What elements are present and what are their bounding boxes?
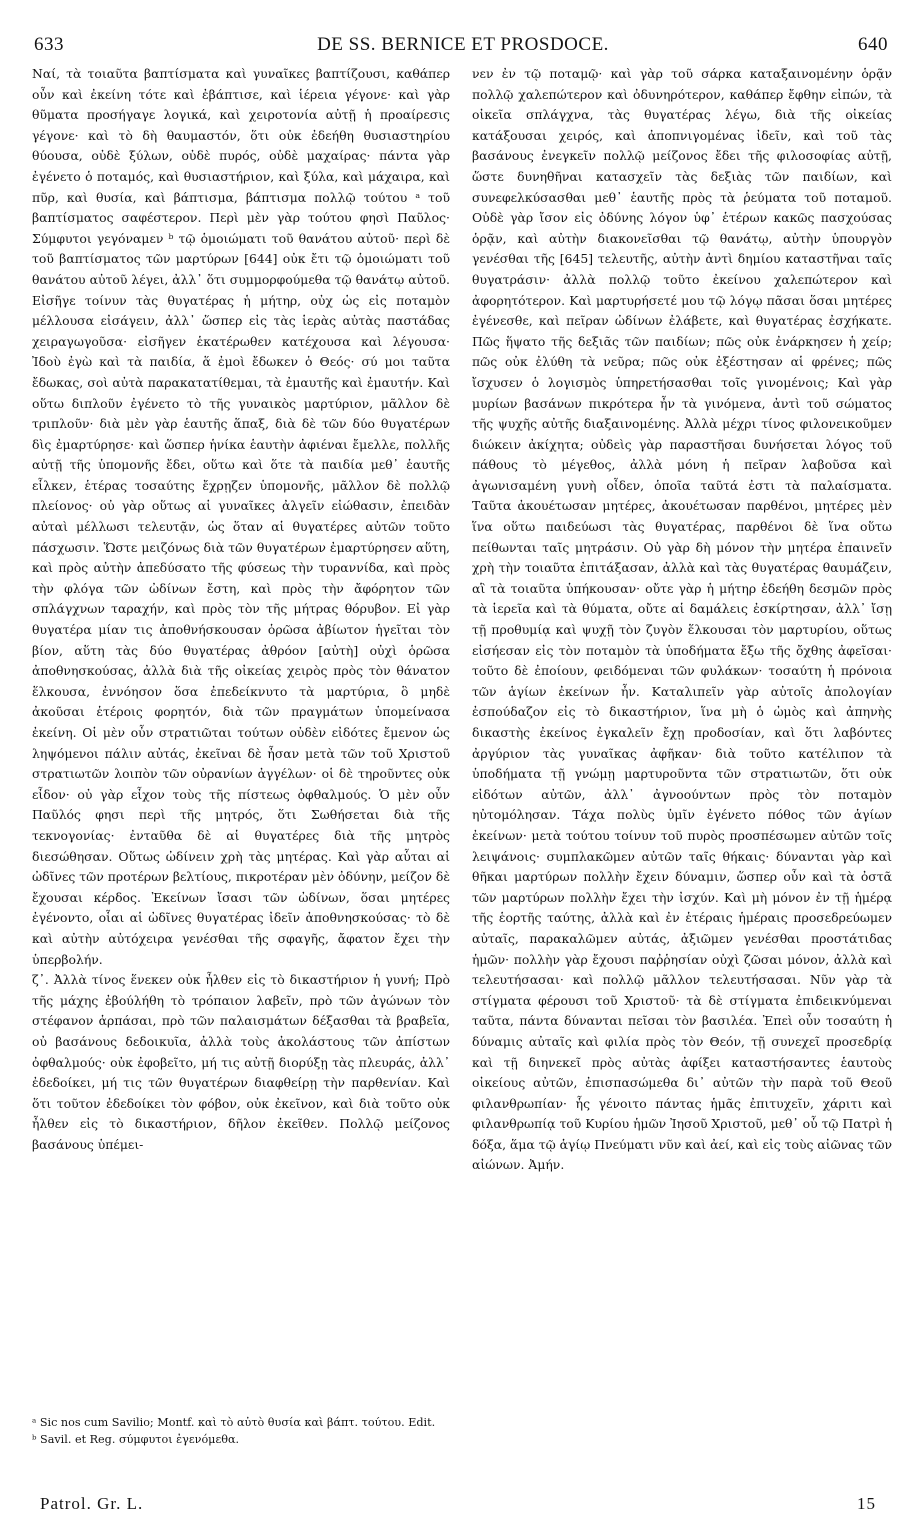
series-signature: Patrol. Gr. L.	[40, 1494, 144, 1513]
footnotes	[32, 1414, 450, 1448]
left-column	[32, 64, 450, 1462]
footnote: ᵇ Savil. et Reg. σύμφυτοι ἐγενόμεθα.	[32, 1433, 240, 1446]
running-title: DE SS. BERNICE ET PROSDOCE.	[317, 34, 609, 55]
footnote: ᵃ Sic nos cum Savilio; Montf. καὶ τὸ αὐτὸ θυσία καὶ βάπτ. τούτου. Edit.	[32, 1416, 436, 1429]
page-number-left: 633	[34, 34, 64, 55]
text-paragraph: ζ᾽. Ἀλλὰ τίνος ἕνεκεν οὐκ ἦλθεν εἰς τὸ δικαστήριον ἡ γυνή; Πρὸ τῆς μάχης ἐβούλήθη τὸ τρόπαιον λαβεῖν, πρὸ τῶν ἀγώνων τὸν στέφανον ἁρπάσαι, πρὸ τῶν παλαισμάτων δέξασθαι τὰ βραβεῖα, οὐ βασάνους δεδοικυῖα, ἀλλὰ τοὺς ἀκολάστους τῶν ἀπίστων ὀφθαλμούς· οὐκ ἐφοβεῖτο, μή τις αὐτῇ διορύξῃ τὰς πλευράς, ἀλλ᾽ ἐδεδοίκει, μή τις τῶν θυγατέρων διαφθείρῃ τὴν παρθενίαν. Καὶ ὅτι τοῦτον ἐδεδοίκει τὸν φόβον, οὐκ ἐκεῖνον, καὶ διὰ τοῦτο οὐκ ἦλθεν εἰς τὸ δικαστήριον, δῆλον ἐκεῖθεν. Πολλῷ μείζονος βασάνους ὑπέμει-	[32, 972, 450, 1152]
page-header	[26, 34, 900, 58]
page-number-right: 640	[858, 34, 888, 55]
gathering-number: 15	[857, 1494, 876, 1513]
text-paragraph: Ναί, τὰ τοιαῦτα βαπτίσματα καὶ γυναῖκες βαπτίζουσι, καθάπερ οὖν καὶ ἐκείνη τότε καὶ ἐβάπτισε, καὶ ἱέρεια γέγονε· καὶ γὰρ θῦματα προσήγαγε λογικά, καὶ χειροτονία αὐτῇ ἡ προαίρεσις γέγονε· καὶ τὸ δὴ θαυμαστόν, ὅτι οὐκ ἐδεήθη θυσιαστηρίου θύουσα, οὐδὲ ξύλων, οὐδὲ πυρός, οὐδὲ μαχαίρας· πάντα γὰρ ἐγένετο ὁ ποταμός, καὶ θυσιαστήριον, καὶ ξύλα, καὶ μάχαιρα, καὶ πῦρ, καὶ θυσία, καὶ βάπτισμα, βάπτισμα πολλῷ τούτου ᵃ τοῦ βαπτίσματος σαφέστερον. Περὶ μὲν γὰρ τούτου φησὶ Παῦλος· Σύμφυτοι γεγόναμεν ᵇ τῷ ὁμοιώματι τοῦ θανάτου αὐτοῦ· περὶ δὲ τοῦ βαπτίσματος τῶν μαρτύρων [644] οὐκ ἔτι τῷ ὁμοιώματι τοῦ θανάτου αὐτοῦ λέγει, ἀλλ᾽ ὅτι συμμορφούμεθα τῷ θανάτῳ αὐτοῦ. Εἰσῆγε τοίνυν τὰς θυγατέρας ἡ μήτηρ, οὐχ ὡς εἰς ποταμὸν μέλλουσα εἰσάγειν, ἀλλ᾽ ὥσπερ εἰς τὰς ἱερὰς αὐτὰς παστάδας χειραγωγοῦσα· εἰσῆγεν ἑκατέρωθεν κατέχουσα καὶ λέγουσα· Ἰδοὺ ἐγὼ καὶ τὰ παιδία, ἅ ἐμοὶ ἔδωκεν ὁ Θεός· σύ μοι ταῦτα ἔδωκας, σοὶ αὐτὰ παρακατατίθεμαι, τὰ ἐμαυτῆς καὶ ἐμαυτήν. Καὶ οὕτω διπλοῦν ἐγένετο τὸ τῆς γυναικὸς μαρτύριον, μᾶλλον δὲ τριπλοῦν· διὰ μὲν γὰρ ἑαυτῆς ἅπαξ, διὰ δὲ τῶν δύο θυγατέρων δὶς ἐμαρτύρησε· καὶ ὥσπερ ἡνίκα ἑαυτὴν ἀφιέναι ἔμελλε, πολλῆς αὐτῇ τῆς ὑπομονῆς ἔδει, οὕτω καὶ ὅτε τὰ παιδία μεθ᾽ ἑαυτῆς εἷλκεν, ἑτέρας τοσαύτης ἔχρῃζεν ὑπομονῆς, μᾶλλον δὲ πολλῷ πλείονος· οὐ γὰρ οὕτως αἱ γυναῖκες ἀλγεῖν εἰώθασιν, ἐπειδὰν αὐταὶ μέλλωσι τελευτᾷν, ὡς ὅταν αἱ θυγατέρες αὐτῶν τοῦτο πάσχωσιν. Ὥστε μειζόνως διὰ τῶν θυγατέρων ἐμαρτύρησεν αὕτη, καὶ πρὸς αὐτὴν ἀπεδύσατο τῆς φύσεως τὴν τυραννίδα, καὶ πρὸς τὴν φλόγα τῶν ὠδίνων ἔστη, καὶ πρὸς τὴν ἄφόρητον τῶν σπλάγχνων ταραχήν, καὶ πρὸς τὸν τῆς μήτρας θόρυβον. Εἰ γὰρ θυγατέρα μίαν τις ἀποθνήσκουσαν ὁρῶσα ἀβίωτον ἡγεῖται τὸν βίον, αὕτη τὰς δύο θυγατέρας ἀθρόον [αὐτὴ] οὐχὶ ὁρῶσα ἀποθνησκούσας, ἀλλὰ διὰ τῆς οἰκείας χειρὸς πρὸς τὸν θάνατον ἕλκουσα, ἐννόησον ὅσα ἐπεδείκνυτο τὰ μαρτύρια, ὃ μηδὲ ἀκοῦσαι ἑτέροις φορητόν, διὰ τῶν πραγμάτων ὑπομείνασα ἐκείνη. Οἱ μὲν οὖν στρατιῶται τούτων οὐδὲν εἰδότες ἔμενον ὡς ληψόμενοι πάλιν αὐτάς, ἐκεῖναι δὲ ἦσαν μετὰ τῶν τοῦ Χριστοῦ στρατιωτῶν λοιπὸν τῶν οὐρανίων ἀγγέλων· οἱ δὲ τηροῦντες οὐκ εἶδον· οὐ γὰρ εἶχον τοὺς τῆς πίστεως ὀφθαλμούς. Ὁ μὲν οὖν Παῦλός φησι περὶ τῆς μητρός, ὅτι Σωθήσεται διὰ τῆς τεκνογονίας· ἐνταῦθα δὲ αἱ θυγατέρες διὰ τῆς μητρὸς διεσώθησαν. Οὕτως ὠδίνειν χρὴ τὰς μητέρας. Καὶ γὰρ αὗται αἱ ὠδῖνες τῶν προτέρων βελτίους, πικροτέραν μὲν ὀδύνην, μείζον δὲ ἔχουσαι κέρδος. Ἐκείνων ἴσασι τῶν ὠδίνων, ὅσαι μητέρες ἐγένοντο, οἷαι αἱ ὠδῖνες θυγατέρας ἰδεῖν ἀποθνησκούσας· τὸ δὲ καὶ αὐτὴν αὐτόχειρα γενέσθαι τῆς σφαγῆς, ἄφατον ἔχει τὴν ὑπερβολήν.	[32, 66, 450, 967]
page-footer	[40, 1494, 900, 1520]
right-column	[472, 64, 892, 1462]
text-paragraph: νεν ἐν τῷ ποταμῷ· καὶ γὰρ τοῦ σάρκα καταξαινομένην ὁρᾷν πολλῷ χαλεπώτερον καὶ ὀδυνηρότερον, καθάπερ ἔφθην εἰπών, τὰ οἰκεῖα σπλάγχνα, τὰς θυγατέρας λέγω, διὰ τῆς οἰκείας κατάξουσαι χειρός, καὶ ἀποπνιγομένας ἰδεῖν, καὶ τοῦ τὰς βασάνους ἐνεγκεῖν πολλῷ μείζονος ἔδει τῆς φιλοσοφίας αὐτῇ, ὥστε δυνηθῆναι κατασχεῖν τὰς δεξιὰς τῶν παιδίων, καὶ συνεφελκύσασθαι μεθ᾽ ἑαυτῆς πρὸς τὰ ῥεύματα τοῦ ποταμοῦ. Οὐδὲ γὰρ ἴσον εἰς ὀδύνης λόγον ὑφ᾽ ἑτέρων κακῶς πασχούσας ὁρᾷν, καὶ αὐτὴν διακονεῖσθαι τῷ θανάτῳ, αὐτὴν ὑπουργὸν γενέσθαι τῆς [645] τελευτῆς, αὐτὴν ἀντὶ δημίου καταστῆναι ταῖς θυγατράσιν· ἀλλὰ πολλῷ τοῦτο ἐκείνου χαλεπώτερον καὶ ἀφορητότερον. Καὶ μαρτυρήσετέ μου τῷ λόγῳ πᾶσαι ὅσαι μητέρες ἐγένεσθε, καὶ πεῖραν ὠδίνων ἐλάβετε, καὶ θυγατέρας ἐσχήκατε. Πῶς ἥψατο τῆς δεξιᾶς τῶν παιδίων; πῶς οὐκ ἐνάρκησεν ἡ χείρ; πῶς οὐκ ἐλύθη τὰ νεῦρα; πῶς οὐκ ἐξέστησαν αἱ φρένες; πῶς ἴσχυσεν ὁ λογισμὸς ὑπηρετήσασθαι τοῖς γινομένοις; Καὶ γὰρ μυρίων βασάνων πικρότερα ἦν τὰ γινόμενα, ἀντὶ τοῦ σώματος τῆς ψυχῆς αὐτῆς διαξαινομένης. Ἀλλὰ μέχρι τίνος φιλονεικοῦμεν διώκειν ἀκίχητα; οὐδεὶς γὰρ παραστῆσαι δυνήσεται λόγος τοῦ πάθους τὸ μέγεθος, ἀλλὰ μόνη ἡ πεῖραν λαβοῦσα καὶ ἀγωνισαμένη γυνὴ οἶδεν, ὁποῖα ταῦτά ἐστι τὰ παλαίσματα. Ταῦτα ἀκουέτωσαν μητέρες, ἀκουέτωσαν παρθένοι, μητέρες μὲν ἵνα οὕτω παιδεύωσι τὰς θυγατέρας, παρθένοι δὲ ἵνα οὕτω πείθωνται ταῖς μητράσιν. Οὐ γὰρ δὴ μόνον τὴν μητέρα ἐπαινεῖν χρὴ τὴν τοιαῦτα ἐπιτάξασαν, ἀλλὰ καὶ τὰς θυγατέρας θαυμάζειν, αἳ τὰ τοιαῦτα ὑπήκουσαν· οὔτε γὰρ ἡ μήτηρ ἐδεήθη δεσμῶν πρὸς τὰ ἱερεῖα καὶ τὰ θύματα, οὔτε αἱ δαμάλεις ἐσκίρτησαν, ἀλλ᾽ ἴσῃ τῇ προθυμίᾳ καὶ ψυχῇ τὸν ζυγὸν ἕλκουσαι τὸν μαρτυρίου, οὕτως εἰσήεσαν εἰς τὸν ποταμὸν τὰ ὑποδήματα ἔξω τῆς ὄχθης ἀφεῖσαι· τοῦτο δὲ ἐποίουν, φειδόμεναι τῶν φυλάκων· τοσαύτη ἡ πρόνοια τῶν ἁγίων ἐκείνων ἦν. Καταλιπεῖν γὰρ αὐτοῖς ἀπολογίαν ἐσπούδαζον εἰς τὸ δικαστήριον, ἵνα μὴ ὁ ὠμὸς καὶ ἀπηνὴς δικαστὴς ἐκείνος ἐγκαλεῖν ἔχῃ προδοσίαν, καὶ ὅτι λαβόντες ἀργύριον τὰς γυναῖκας ἀφῆκαν· διὰ τοῦτο κατέλιπον τὰ ὑποδήματα τῇ γνώμῃ μαρτυροῦντα τῶν στρατιωτῶν, ὅτι οὐκ εἰδότων αὐτῶν, ἀλλ᾽ ἀγνοούντων πρὸς τὸν ποταμὸν ηὐτομόλησαν. Τάχα πολὺς ὑμῖν ἐγένετο πόθος τῶν ἁγίων ἐκείνων· μετὰ τούτου τοίνυν τοῦ πυρὸς προσπέσωμεν αὐτῶν τοῖς λειψάνοις· συμπλακῶμεν αὐτῶν ταῖς θήκαις· δύνανται γὰρ καὶ θῆκαι μαρτύρων πολλὴν ἔχειν δύναμιν, ὥσπερ οὖν καὶ τὰ ὀστᾶ τῶν μαρτύρων πολλὴν ἔχει τὴν ἰσχύν. Καὶ μὴ μόνον ἐν τῇ ἡμέρᾳ τῆς ἑορτῆς ταύτης, ἀλλὰ καὶ ἐν ἑτέραις ἡμέραις προσεδρεύωμεν αὐταῖς, παρακαλῶμεν αὐτάς, ἀξιῶμεν γενέσθαι προστάτιδας ἡμῶν· πολλὴν γὰρ ἔχουσι παῤῥησίαν οὐχὶ ζῶσαι μόνον, ἀλλὰ καὶ τελευτήσασαι· καὶ πολλῷ μᾶλλον τελευτήσασαι. Νῦν γὰρ τὰ στίγματα φέρουσι τοῦ Χριστοῦ· τὰ δὲ στίγματα ἐπιδεικνύμεναι ταῦτα, πάντα δύνανται πεῖσαι τὸν βασιλέα. Ἐπεὶ οὖν τοσαύτη ἡ δύναμις αὐταῖς καὶ φιλία πρὸς τὸν Θεόν, τῇ συνεχεῖ προσεδρίᾳ καὶ τῇ διηνεκεῖ πρὸς αὐτὰς ἀφίξει καταστήσαντες ἑαυτοὺς οἰκείους αὐτῶν, ἐπισπασώμεθα δι᾽ αὐτῶν τὴν παρὰ τοῦ Θεοῦ φιλανθρωπίαν· ἧς γένοιτο πάντας ἡμᾶς ἐπιτυχεῖν, χάριτι καὶ φιλανθρωπίᾳ τοῦ Κυρίου ἡμῶν Ἰησοῦ Χριστοῦ, μεθ᾽ οὗ τῷ Πατρὶ ἡ δόξα, ἅμα τῷ ἁγίῳ Πνεύματι νῦν καὶ ἀεί, καὶ εἰς τοὺς αἰῶνας τῶν αἰώνων. Ἀμήν.	[472, 66, 892, 1173]
